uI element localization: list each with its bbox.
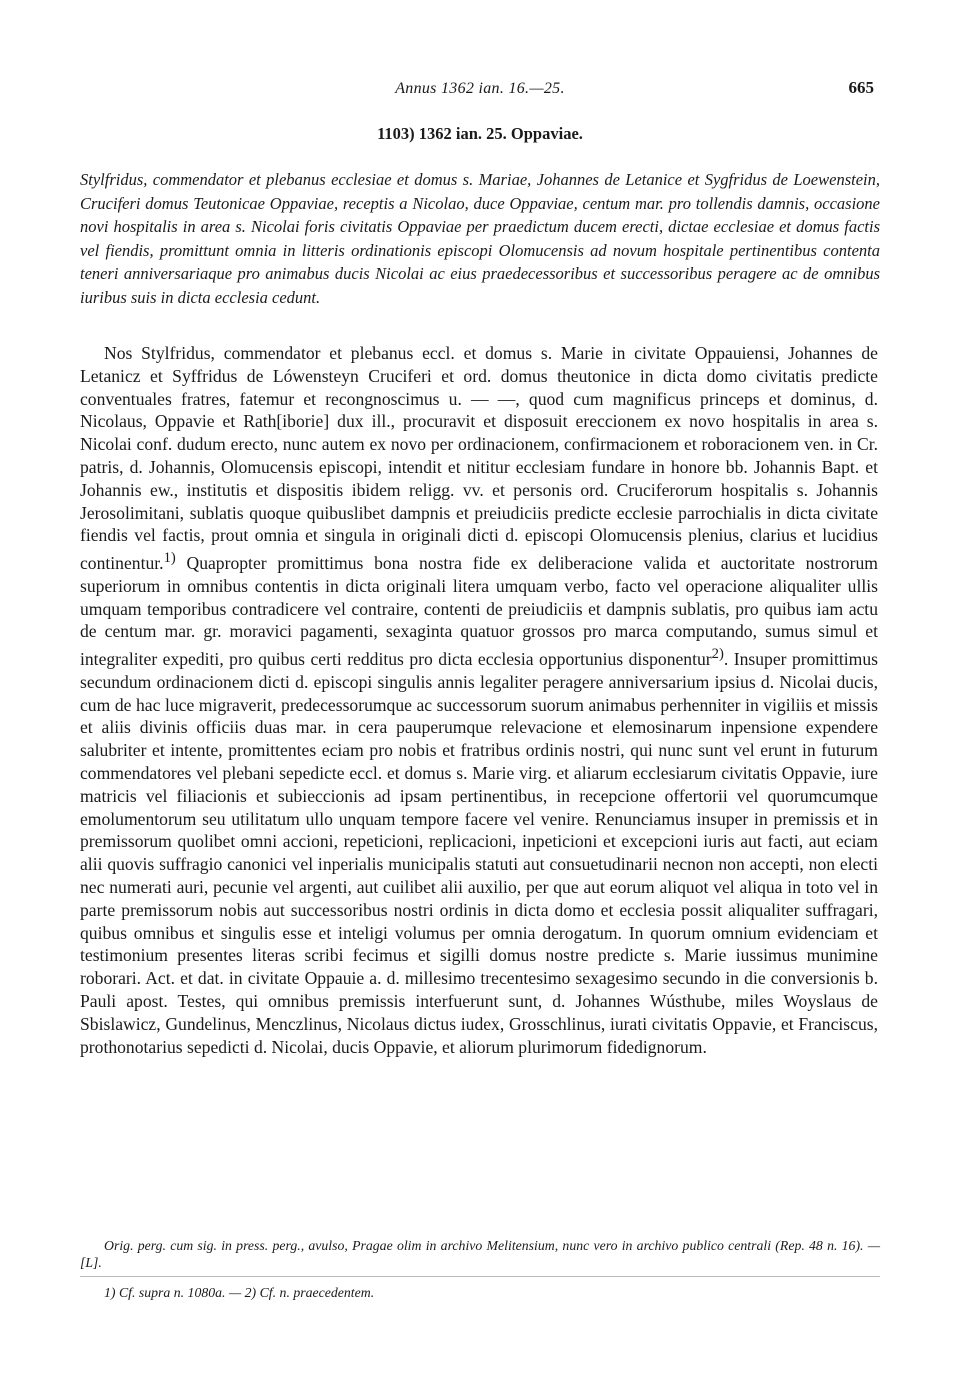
footnotes: 1) Cf. supra n. 1080a. — 2) Cf. n. praecedentem. (104, 1285, 375, 1300)
page-number: 665 (848, 78, 874, 97)
charter-text (80, 342, 878, 1058)
footnote-ref-1: 1) (163, 550, 176, 567)
regest-summary: Stylfridus, commendator et plebanus ecclesiae et domus s. Mariae, Johannes de Letanice et Sygfridus de Loewenstein, Cruciferi domus Teutonicae Oppaviae, receptis a Nicolao, duce Oppaviae, centum mar. pro tollendis damnis, occasione novi hospitalis in area s. Nicolai foris civitatis Oppaviae per praedictum ducem erecti, dictae ecclesiae et domus factis vel fiendis, promittunt omnia in litteris ordinationis episcopi Olomucensis ad novum hospitale pertinentibus contenta teneri anniversariaque pro animabus ducis Nicolai ac eius praedecessoribus et successoribus peragere ac de omnibus iuribus suis in dicta ecclesia cedunt. (80, 170, 880, 307)
charter-text-part3: . Insuper promittimus secundum ordinacionem dicti d. episcopi singulis annis legaliter peragere anniversarium ipsius d. Nicolai ducis, cum de hac luce migraverit, predecessorumque ac successorum suorum animabus perhenniter in vigiliis et missis et aliis divinis officiis duas mar. in cera pauperumque relevacione et elemosinarum inpensione expendere salubriter et intente, promittentes eciam pro nobis et fratribus ordinis nostri, qui nunc sunt vel erunt in futurum commendatores vel plebani sepedicte eccl. et domus s. Marie virg. et aliarum ecclesiarum civitatis Oppavie, iure matricis vel filiacionis et subieccionis ad ipsam pertinentibus, in recepcione offertorii vel quorumcumque emolumentorum seu utilitatum ullo unquam tempore facere vel venire. Renunciamus insuper in premissis et in premissorum quolibet omni accioni, repeticioni, replicacioni, inpeticioni et excepcioni iuris aut facti, aut eciam alii quovis suffragio canonici vel inperialis municipalis statuti aut consuetudinarii necnon non accepti, non electi nec numerati auri, pecunie vel argenti, aut cuilibet alii auxilio, per que aut eorum aliquot vel aliqua in toto vel in parte premissorum nobis aut successoribus nostri ordinis in dicta domo et ecclesia possit aliqualiter suffragari, quibus omnibus et singulis esse et inteligi volumus per omnia derogatum. In quorum omnium evidenciam et testimonium presentes literas scribi fecimus et sigilli domus nostre predicte s. Marie iussimus munimine roborari. Act. et dat. in civitate Oppauie a. d. millesimo trecentesimo sexagesimo secundo in die conversionis b. Pauli apost. Testes, qui omnibus premissis interfuerunt sunt, d. Johannes Wústhube, miles Woyslaus de Sbislawicz, Gundelinus, Menczlinus, Nicolaus dictus iudex, Grosschlinus, iurati civitatis Oppavie, et Franciscus, prothonotarius sepedicti d. Nicolai, ducis Oppavie, et aliorum plurimorum fidedignorum. (80, 649, 878, 1057)
footnote-ref-2: 2) (711, 646, 724, 663)
document-heading: 1103) 1362 ian. 25. Oppaviae. (377, 124, 583, 143)
source-note: Orig. perg. cum sig. in press. perg., avulso, Pragae olim in archivo Melitensium, nunc vero in archivo publico centrali (Rep. 48 n. 16). — [L]. (80, 1238, 880, 1270)
charter-text-part1: Nos Stylfridus, commendator et plebanus eccl. et domus s. Marie in civitate Oppauiensi, Johannes de Letanicz et Syffridus de Lówensteyn Cruciferi et ord. domus theutonice in dicta domo civitatis predicte conventuales fratres, fatemur et recongnoscimus u. — —, quod cum magnificus princeps et dominus, d. Nicolaus, Oppavie et Rath[iborie] dux ill., procuravit et disposuit ereccionem ex novo hospitalis in area s. Nicolai conf. dudum erecto, nunc autem ex novo per ordinacionem, confirmacionem et roboracionem ven. in Cr. patris, d. Johannis, Olomucensis episcopi, intendit et nititur ecclesiam fundare in honore bb. Johannis Bapt. et Johannis ew., institutis et dispositis ibidem religg. vv. et personis ord. Cruciferorum hospitalis s. Johannis Jerosolimitani, sublatis quoque quibuslibet dampnis et preiudiciis predicte ecclesie parrochialis in dicta civitate fiendis vel factis, prout omnia et singula in originali dicti d. episcopi Olomucensis plenius, clarius et lucidius continentur. (80, 343, 878, 574)
running-title: Annus 1362 ian. 16.—25. (395, 80, 565, 97)
charter-text-part2: Quapropter promittimus bona nostra fide ex deliberacione valida et auctoritate nostrorum superiorum in omnibus contentis in dicta originali litera umquam verbo, facto vel operacione aliqualiter ullis umquam temporibus contradicere vel contraire, contenti de preiudiciis et dampnis sublatis, pro quibus iam actu de centum mar. gr. moravici pagamenti, sexaginta quatuor grossos pro marca computando, sumus simul et integraliter expediti, pro quibus certi redditus pro dicta ecclesia opportunius disponentur (80, 553, 878, 670)
footnote-divider (80, 1276, 880, 1277)
